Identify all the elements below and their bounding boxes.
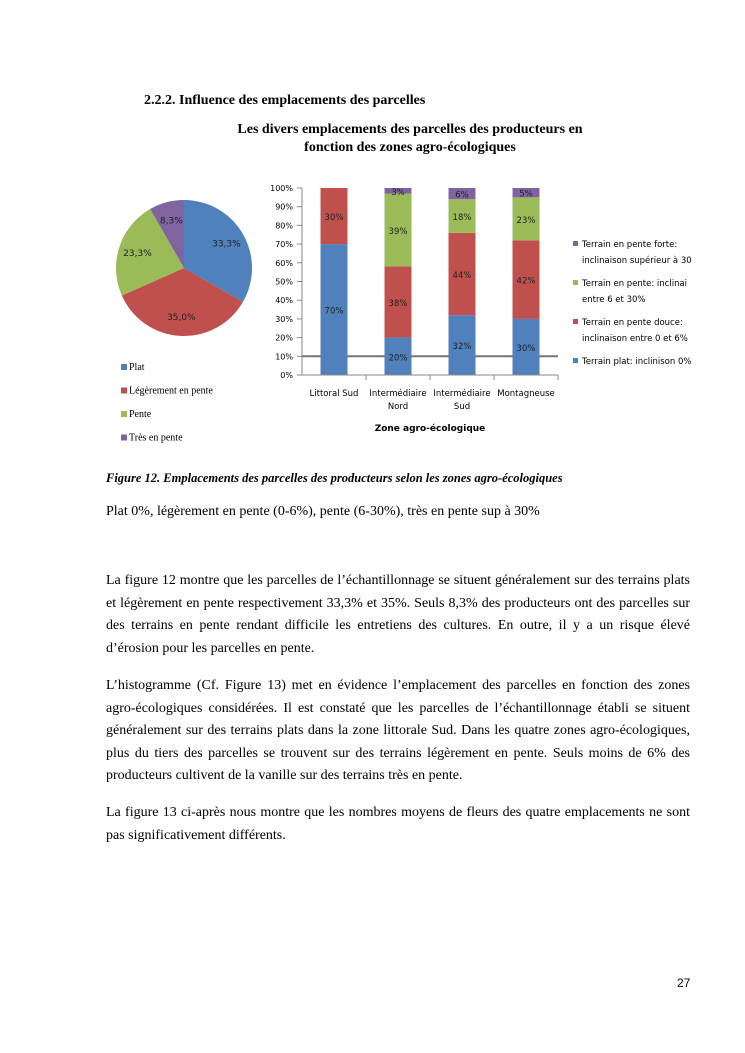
bar-data-label: 6% <box>455 190 469 201</box>
x-tick-label: Sud <box>453 402 471 412</box>
pie-data-label: 8,3% <box>159 216 183 227</box>
section-heading: 2.2.2. Influence des emplacements des parcelles <box>144 93 426 108</box>
bar-data-label: 3% <box>391 187 405 198</box>
y-tick-label: 60% <box>275 258 293 268</box>
legend-label: Terrain plat: inclinison 0% <box>582 357 692 367</box>
legend-label: inclinaison entre 0 et 6% <box>582 334 688 344</box>
legend-label: Légèrement en pente <box>129 385 213 397</box>
y-tick-label: 40% <box>275 296 293 306</box>
legend-swatch <box>573 319 578 324</box>
legend-label: Terrain en pente: inclinai <box>582 279 688 289</box>
legend-label: entre 6 et 30% <box>582 295 646 305</box>
bar-data-label: 70% <box>324 306 344 317</box>
y-tick-label: 10% <box>275 352 293 362</box>
chart-title-line: Les divers emplacements des parcelles des producteurs en <box>237 122 583 137</box>
x-tick-label: Montagneuse <box>497 389 555 399</box>
legend-label: inclinaison supérieur à 30 <box>582 256 692 266</box>
x-tick-label: Intermédiaire <box>433 389 491 399</box>
y-tick-label: 30% <box>275 314 293 324</box>
legend-label: Plat <box>129 362 145 373</box>
pie-data-label: 23,3% <box>123 248 152 259</box>
bar-data-label: 30% <box>516 343 536 354</box>
bar-data-label: 42% <box>516 276 536 287</box>
legend-swatch <box>121 364 127 370</box>
paragraph: L’histogramme (Cf. Figure 13) met en évidence l’emplacement des parcelles en fonction des zones agro-écologiques considérées. Il est constaté que les parcelles de l’échantillonnage établi se situent généralement sur des terrains plats dans la zone littorale Sud. Dans les quatre zones agro-écologiques, plus du tiers des parcelles se trouvent sur des terrains légèrement en pente. Seuls moins de 6% des producteurs cultivent de la vanille sur des terrains très en pente. <box>106 678 690 783</box>
legend-swatch <box>573 241 578 246</box>
bar-data-label: 23% <box>516 215 536 226</box>
x-tick-label: Intermédiaire <box>369 389 427 399</box>
legend-label: Terrain en pente douce: <box>582 318 683 328</box>
y-tick-label: 90% <box>275 202 293 212</box>
figure-caption: Figure 12. Emplacements des parcelles des producteurs selon les zones agro-écologiques <box>106 471 563 485</box>
legend-swatch <box>121 435 127 441</box>
paragraph: La figure 13 ci-après nous montre que les nombres moyens de fleurs des quatre emplacements ne sont pas significativement différents. <box>106 805 690 843</box>
chart-title-line: fonction des zones agro-écologiques <box>304 140 516 155</box>
legend-label: Pente <box>129 409 152 420</box>
legend-swatch <box>121 388 127 394</box>
y-tick-label: 50% <box>275 277 293 287</box>
legend-label: Terrain en pente forte: <box>582 240 678 250</box>
legend-swatch <box>573 280 578 285</box>
bar-data-label: 39% <box>388 227 408 238</box>
legend-swatch <box>121 411 127 417</box>
y-tick-label: 20% <box>275 333 293 343</box>
figure-charts <box>0 0 745 460</box>
x-tick-label: Littoral Sud <box>309 389 359 399</box>
bar-data-label: 5% <box>519 189 533 200</box>
legend-swatch <box>573 358 578 363</box>
bar-data-label: 18% <box>452 213 472 224</box>
page-number: 27 <box>677 976 691 990</box>
pie-data-label: 33,3% <box>212 239 241 250</box>
bar-data-label: 44% <box>452 271 472 282</box>
x-tick-label: Nord <box>387 402 409 412</box>
bar-data-label: 30% <box>324 213 344 224</box>
legend-label: Très en pente <box>129 432 183 444</box>
bar-data-label: 32% <box>452 342 472 353</box>
figure-note: Plat 0%, légèrement en pente (0-6%), pente (6-30%), très en pente sup à 30% <box>106 504 540 519</box>
paragraph: La figure 12 montre que les parcelles de l’échantillonnage se situent généralement sur des terrains plats et légèrement en pente respectivement 33,3% et 35%. Seuls 8,3% des producteurs ont des parcelles sur des terrains en pente rendant difficile les entretiens des cultures. En outre, il y a un risque élevé d’érosion pour les parcelles en pente. <box>106 573 690 656</box>
y-tick-label: 0% <box>280 371 293 380</box>
bar-data-label: 38% <box>388 299 408 310</box>
y-tick-label: 70% <box>275 240 293 250</box>
pie-data-label: 35,0% <box>167 312 196 323</box>
y-tick-label: 80% <box>275 221 293 231</box>
y-tick-label: 100% <box>270 184 293 193</box>
bar-data-label: 20% <box>388 353 408 364</box>
x-axis-label: Zone agro-écologique <box>374 424 486 434</box>
